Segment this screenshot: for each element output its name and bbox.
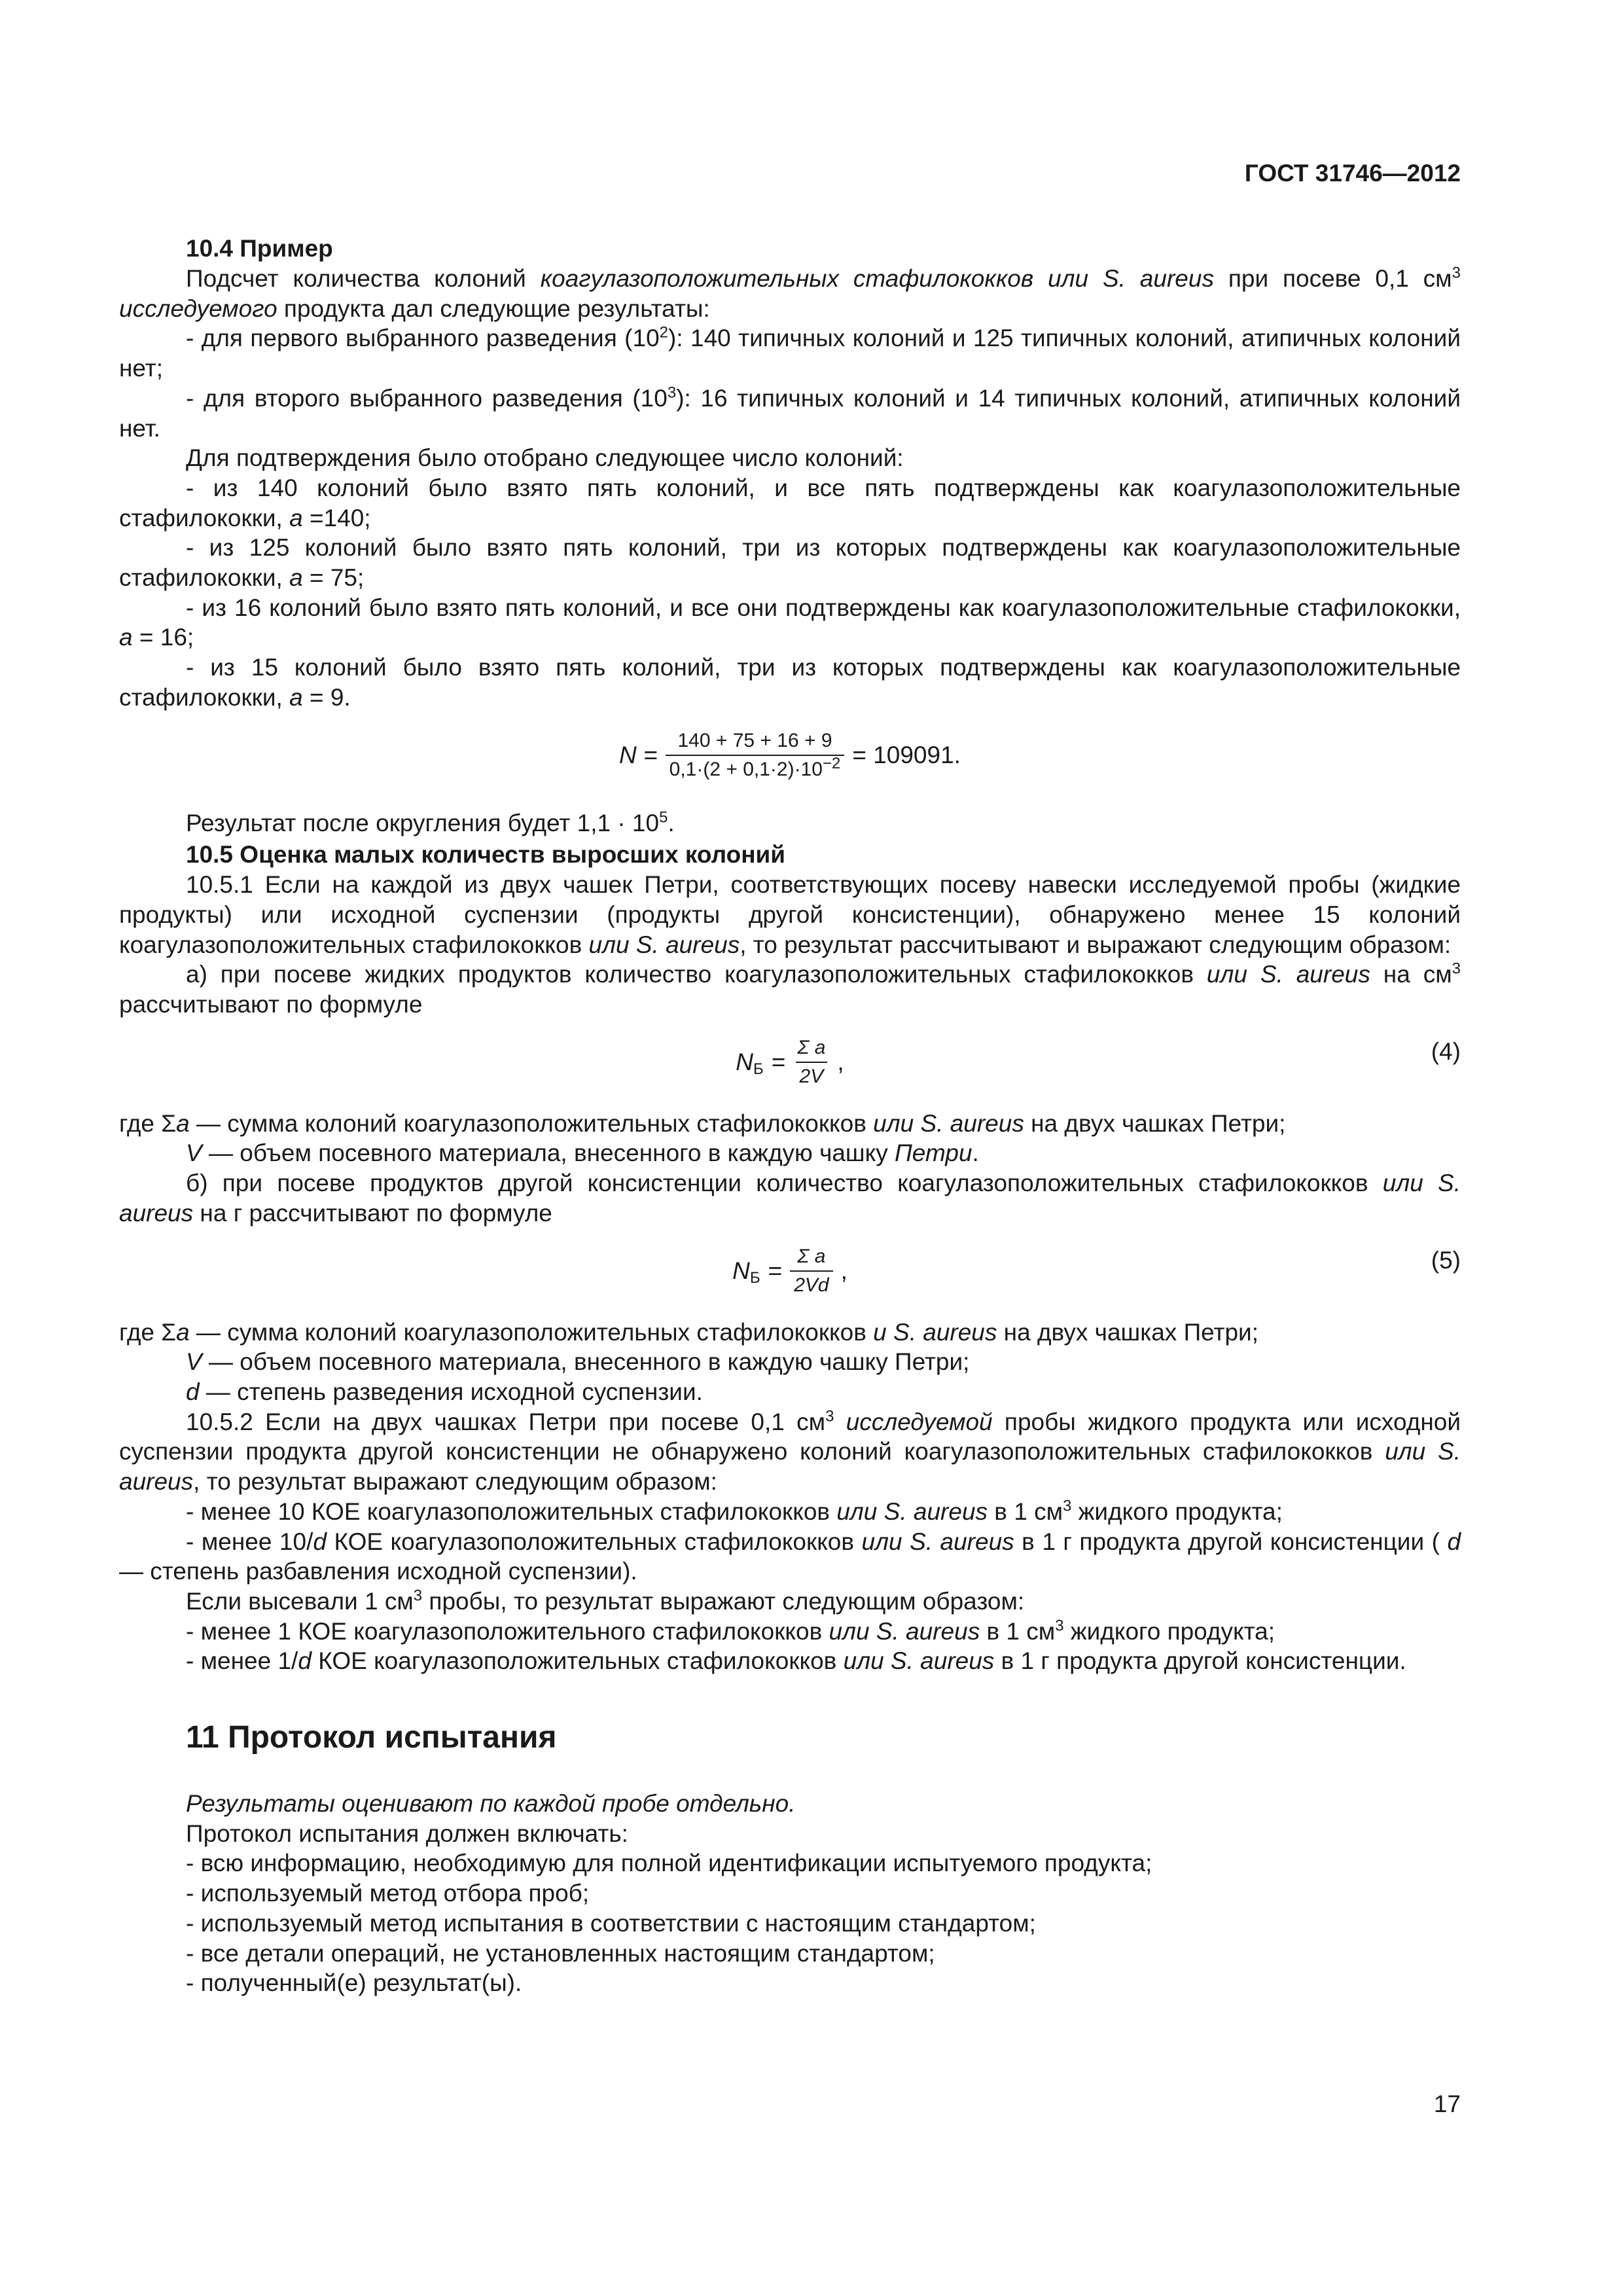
text-run: = 9. <box>302 683 351 711</box>
variable: N <box>732 1257 750 1284</box>
text-run: . <box>668 809 675 836</box>
text-run: КОЕ коагулазоположительных стафилококков <box>326 1528 862 1555</box>
superscript: 2 <box>659 324 669 342</box>
paragraph <box>119 1617 1461 1647</box>
section-heading-10-5: 10.5 Оценка малых количеств выросших колоний <box>186 841 786 869</box>
italic-run: или S. aureus <box>843 1647 995 1675</box>
text-run: = 16; <box>132 624 194 651</box>
formula-lhs <box>732 1257 760 1285</box>
formula-row <box>732 1246 847 1297</box>
variable: d <box>298 1647 312 1675</box>
section-heading-11: 11 Протокол испытания <box>186 1720 557 1755</box>
text-run: — сумма колоний коагулазоположительных стафилококков <box>189 1318 874 1346</box>
text-run: а) при посеве жидких продуктов количество коагулазоположительных стафилококков <box>186 961 1207 988</box>
paragraph <box>119 384 1461 443</box>
text-run: =140; <box>302 504 371 531</box>
text-run: продукта дал следующие результаты: <box>277 295 710 322</box>
formula-body <box>119 1028 1461 1097</box>
equals-sign: = <box>771 1048 786 1075</box>
text-run: — сумма колоний коагулазоположительных стафилококков <box>189 1109 874 1137</box>
formula-body <box>119 719 1461 791</box>
fraction-denominator <box>666 755 845 781</box>
text-run: — объем посевного материала, внесенного в каждую чашку Петри; <box>202 1348 970 1376</box>
equation-number: (4) <box>1431 1037 1461 1065</box>
text-run: рассчитывают по формуле <box>119 991 423 1018</box>
paragraph <box>119 1347 1461 1377</box>
equals-sign: = <box>768 1257 783 1284</box>
text-run: КОЕ коагулазоположительных стафилококков <box>311 1647 844 1675</box>
paragraph <box>119 473 1461 533</box>
fraction <box>793 1037 829 1088</box>
text-run: жидкого продукта; <box>1063 1617 1275 1645</box>
text-run: Подсчет количества колоний <box>186 265 541 292</box>
document-code: ГОСТ 31746—2012 <box>1244 160 1461 187</box>
italic-run: и S. aureus <box>873 1318 997 1346</box>
formula-lhs <box>736 1049 763 1076</box>
paragraph <box>119 1318 1461 1348</box>
text-run: б) при посеве продуктов другой консистенции количество коагулазоположительных стафилококков <box>186 1170 1383 1197</box>
text-run: в 1 г продукта другой консистенции. <box>994 1647 1406 1675</box>
variable: а <box>289 504 303 531</box>
paragraph <box>119 1109 1461 1139</box>
italic-run: или S. aureus <box>836 1498 988 1525</box>
italic-run: или S. aureus <box>829 1617 980 1645</box>
italic-run: Петри <box>895 1139 972 1167</box>
paragraph: Протокол испытания должен включать: <box>186 1820 628 1847</box>
paragraph <box>119 808 1461 838</box>
variable: d <box>313 1528 327 1555</box>
superscript: 5 <box>659 808 668 827</box>
text-run: пробы жидкого продукта или исходной суспензии продукта другой консистенции не обнаружено колоний коагулазоположительных стафилококков <box>119 1408 1461 1465</box>
italic-run: коагулазоположительных стафилококков или S. aureus <box>540 265 1214 292</box>
paragraph <box>119 960 1461 1019</box>
list-item: - используемый метод испытания в соответствии с настоящим стандартом; <box>186 1909 1036 1937</box>
superscript: 3 <box>1055 1617 1064 1635</box>
text-run: — объем посевного материала, внесенного в каждую чашку <box>202 1139 895 1167</box>
paragraph <box>119 264 1461 323</box>
text-run: в 1 г продукта другой консистенции ( <box>1014 1528 1448 1555</box>
text-run: где Σ <box>119 1109 177 1137</box>
text-run: = 75; <box>302 564 365 592</box>
text-run: - менее 1 КОЕ коагулазоположительного стафилококков <box>186 1617 829 1645</box>
page-content <box>119 232 1461 1998</box>
text-run: 0,1·(2 + 0,1·2)·10 <box>669 758 823 780</box>
fraction-numerator: Σ a <box>797 1245 826 1267</box>
text-run: при посеве 0,1 см <box>1213 265 1452 292</box>
fraction-numerator: 140 + 75 + 16 + 9 <box>677 729 832 751</box>
paragraph <box>119 1497 1461 1527</box>
fraction-denominator: 2V <box>796 1062 828 1088</box>
text-run: Если высевали 1 см <box>186 1587 414 1615</box>
text-run: - из 140 колоний было взято пять колоний, и все пять подтверждены как коагулазоположительные стафилококки, <box>119 474 1461 531</box>
text-run: на двух чашках Петри; <box>1024 1109 1286 1137</box>
text-run: на двух чашках Петри; <box>997 1318 1258 1346</box>
italic-run: или S. aureus <box>873 1109 1024 1137</box>
italic-run: или S. aureus <box>1206 961 1370 988</box>
superscript: 3 <box>1452 264 1461 282</box>
text-run: - менее 1/ <box>186 1647 298 1675</box>
variable: а <box>176 1109 190 1137</box>
formula-lhs: N = <box>619 741 658 768</box>
paragraph <box>119 593 1461 653</box>
text-run: 10.5.1 Если на каждой из двух чашек Петри, соответствующих посеву навески исследуемой пробы (жидкие продукты) или исходной суспензии (продукты другой консистенции), обнаружено менее 15 колоний коагулазоположительных стафилококков <box>119 871 1461 958</box>
paragraph <box>119 1527 1461 1587</box>
text-run: в 1 см <box>988 1498 1063 1525</box>
superscript: 3 <box>667 384 677 402</box>
paragraph: Результаты оценивают по каждой пробе отдельно. <box>186 1790 796 1818</box>
superscript: 3 <box>825 1407 834 1426</box>
text-run: в 1 см <box>980 1617 1056 1645</box>
text-run: — степень разбавления исходной суспензии). <box>119 1558 637 1585</box>
variable: V <box>186 1139 202 1167</box>
text-run: - менее 10/ <box>186 1528 313 1555</box>
text-run: - для первого выбранного разведения (10 <box>186 325 660 352</box>
text-run: Результат после округления будет 1,1 · 10 <box>186 809 660 836</box>
text-run: , то результат выражают следующим образом: <box>193 1468 717 1496</box>
paragraph <box>119 1407 1461 1497</box>
italic-run: или S. aureus <box>588 931 740 958</box>
formula-rhs: = 109091. <box>852 741 961 768</box>
variable: V <box>186 1348 202 1376</box>
text-run: - из 125 колоний было взято пять колоний, три из которых подтверждены как коагулазоположительные стафилококки, <box>119 534 1461 592</box>
italic-run: исследуемой <box>846 1408 993 1435</box>
italic-run: или S. aureus <box>119 1170 1461 1227</box>
paragraph: Для подтверждения было отобрано следующее число колоний: <box>186 444 904 472</box>
subscript: Б <box>753 1060 764 1078</box>
paragraph <box>119 870 1461 960</box>
text-run: пробы, то результат выражают следующим образом: <box>422 1587 1025 1615</box>
equation-number: (5) <box>1431 1246 1461 1274</box>
text-run: - из 15 колоний было взято пять колоний, три из которых подтверждены как коагулазоположительные стафилококки, <box>119 654 1461 711</box>
paragraph <box>119 533 1461 592</box>
formula-row <box>619 730 961 781</box>
variable: d <box>186 1378 200 1405</box>
paragraph <box>119 1168 1461 1228</box>
superscript: 3 <box>1452 960 1461 978</box>
formula-tail: , <box>840 1257 847 1284</box>
text-run: на см <box>1370 961 1452 988</box>
fraction-denominator: 2Vd <box>790 1270 832 1297</box>
section-heading-10-4: 10.4 Пример <box>186 235 333 262</box>
list-item: - все детали операций, не установленных настоящим стандартом; <box>186 1939 935 1967</box>
variable: d <box>1447 1528 1461 1555</box>
text-run: жидкого продукта; <box>1071 1498 1283 1525</box>
text-run: где Σ <box>119 1318 177 1346</box>
text-run: - для второго выбранного разведения (10 <box>186 384 668 412</box>
fraction <box>666 730 845 781</box>
list-item: - полученный(е) результат(ы). <box>186 1969 522 1997</box>
text-run: ): 16 типичных колоний и 14 типичных колоний, атипичных колоний нет. <box>119 384 1461 442</box>
italic-run: или S. aureus <box>861 1528 1014 1555</box>
subscript: Б <box>749 1268 760 1287</box>
text-run <box>834 1408 846 1435</box>
list-item: - всю информацию, необходимую для полной идентификации испытуемого продукта; <box>186 1850 1152 1877</box>
paragraph <box>119 1587 1461 1617</box>
formula-example <box>119 719 1461 791</box>
fraction-numerator: Σ a <box>797 1036 826 1058</box>
variable: N <box>736 1048 754 1075</box>
list-item: - используемый метод отбора проб; <box>186 1880 590 1907</box>
superscript: 3 <box>1063 1497 1072 1515</box>
paragraph <box>119 653 1461 712</box>
formula-row <box>736 1037 844 1088</box>
paragraph <box>119 1138 1461 1168</box>
fraction <box>790 1246 832 1297</box>
italic-run: исследуемого <box>119 295 277 322</box>
variable: а <box>289 683 303 711</box>
variable: а <box>119 624 133 651</box>
text-run: ): 140 типичных колоний и 125 типичных колоний, атипичных колоний нет; <box>119 325 1461 382</box>
superscript: 3 <box>413 1587 423 1605</box>
formula-tail: , <box>837 1048 844 1075</box>
paragraph <box>119 323 1461 383</box>
superscript: −2 <box>822 754 841 772</box>
formula-5 <box>119 1236 1461 1306</box>
text-run: , то результат рассчитывают и выражают следующим образом: <box>740 931 1452 958</box>
italic-run: или S. aureus <box>119 1438 1461 1496</box>
page-number: 17 <box>1433 2090 1461 2117</box>
text-run: - менее 10 КОЕ коагулазоположительных стафилококков <box>186 1498 837 1525</box>
paragraph <box>119 1646 1461 1676</box>
variable: а <box>176 1318 190 1346</box>
variable: а <box>289 564 303 592</box>
formula-4 <box>119 1028 1461 1097</box>
text-run: . <box>972 1139 979 1167</box>
text-run: — степень разведения исходной суспензии. <box>199 1378 703 1405</box>
text-run: 10.5.2 Если на двух чашках Петри при посеве 0,1 см <box>186 1408 826 1435</box>
formula-body <box>119 1236 1461 1306</box>
text-run: - из 16 колоний было взято пять колоний, и все они подтверждены как коагулазоположительные стафилококки, <box>186 594 1461 621</box>
text-run: на г рассчитывают по формуле <box>193 1199 552 1227</box>
paragraph <box>119 1377 1461 1407</box>
